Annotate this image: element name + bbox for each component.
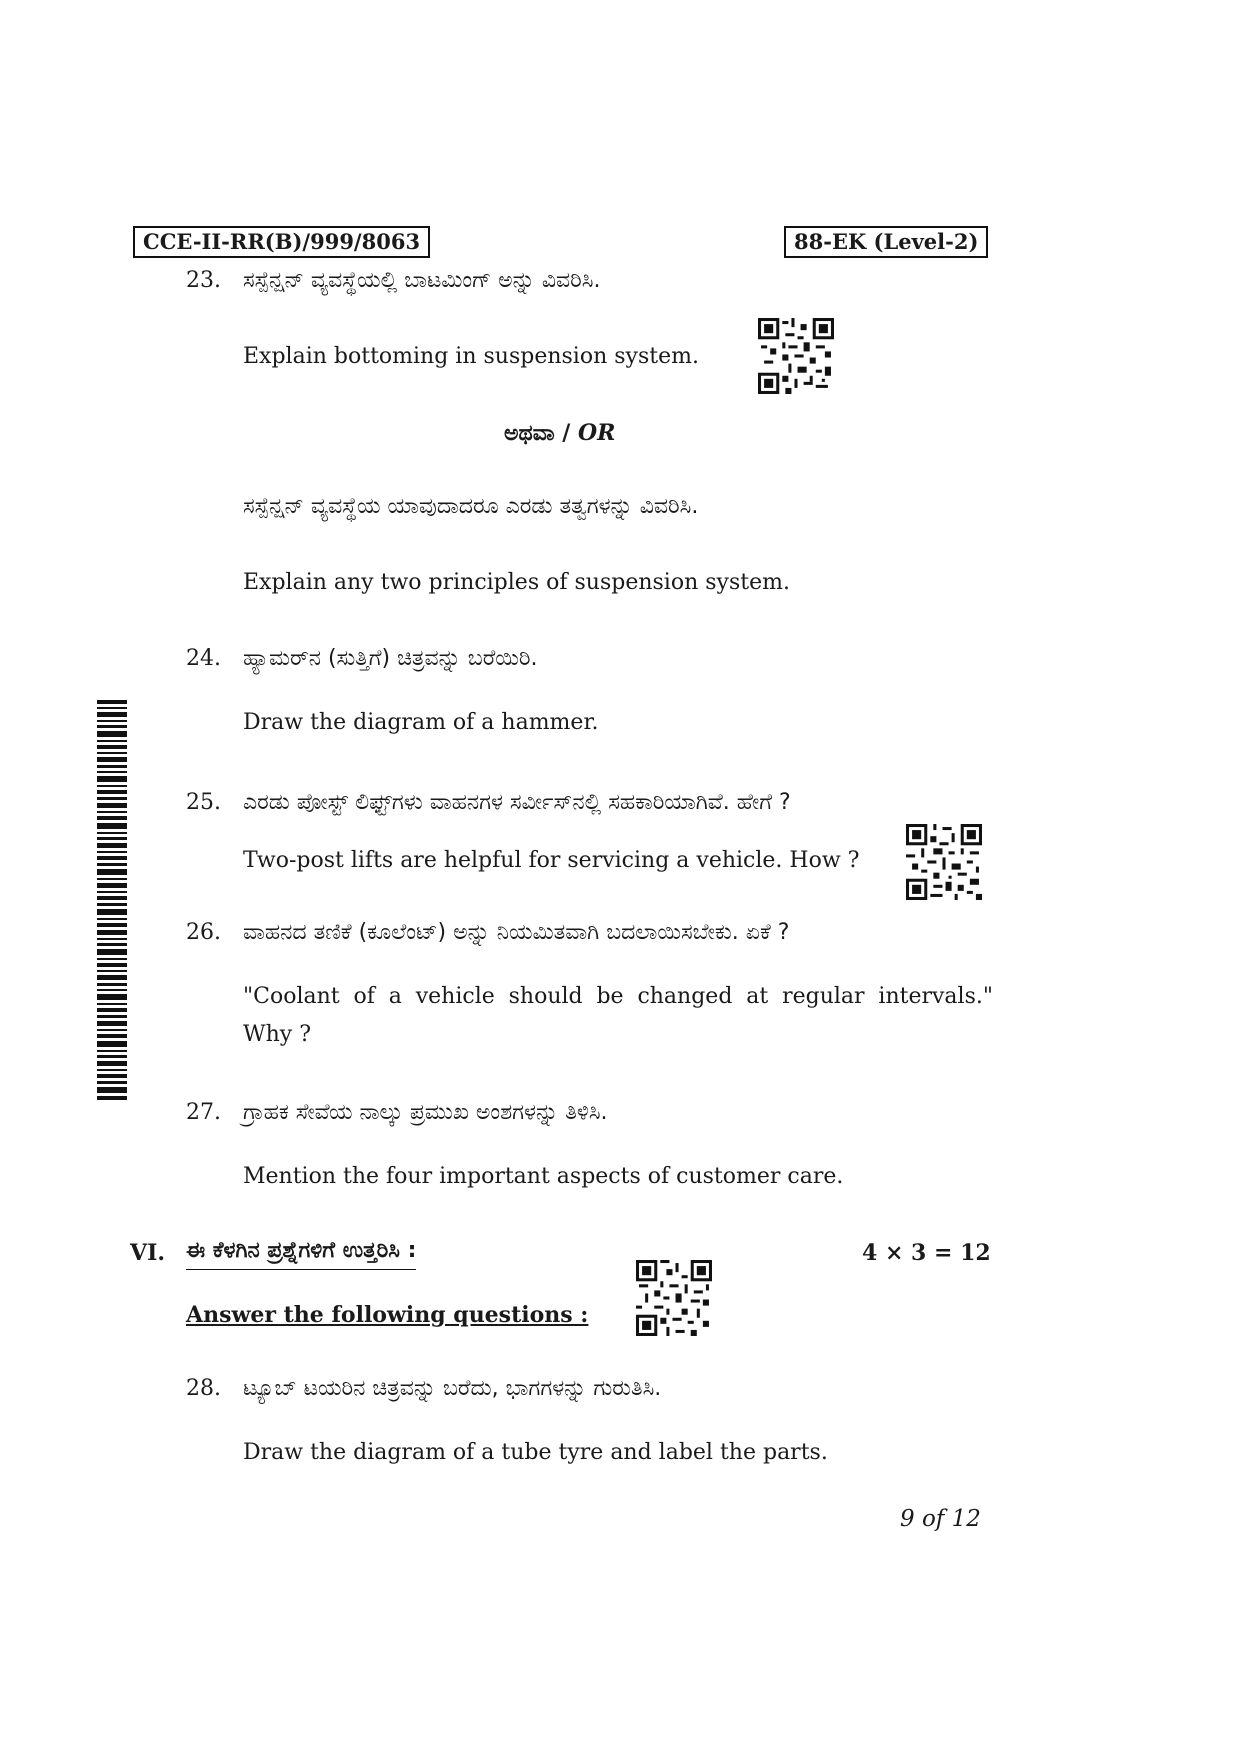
- page-number: [900, 1506, 981, 1532]
- question-number: 24.: [186, 646, 221, 671]
- question-kannada: ಎರಡು ಪೋಸ್ಟ್ ಲಿಫ್ಟ್‌ಗಳು ವಾಹನಗಳ ಸರ್ವೀಸ್‌ನಲ್ಲಿ ಸಹಕಾರಿಯಾಗಿವೆ. ಹೇಗೆ ?: [243, 790, 791, 815]
- question-number: 23.: [186, 268, 221, 293]
- question-number: 28.: [186, 1376, 221, 1401]
- or-kannada: ಅಥವಾ: [504, 421, 555, 446]
- question-kannada: ಗ್ರಾಹಕ ಸೇವೆಯ ನಾಲ್ಕು ಪ್ರಮುಖ ಅಂಶಗಳನ್ನು ತಿಳಿಸಿ.: [243, 1100, 608, 1125]
- question-kannada: ಸಸ್ಪೆನ್ಷನ್ ವ್ಯವಸ್ಥೆಯಲ್ಲಿ ಬಾಟಮಿಂಗ್ ಅನ್ನು ವಿವರಿಸಿ.: [243, 268, 601, 293]
- barcode-icon: [97, 700, 127, 1100]
- question-english-line2: Why ?: [243, 1022, 311, 1047]
- question-english: Explain bottoming in suspension system.: [243, 344, 699, 369]
- or-english: OR: [577, 420, 616, 446]
- question-kannada: ಹ್ಯಾಮರ್‌ನ (ಸುತ್ತಿಗೆ) ಚಿತ್ರವನ್ನು ಬರೆಯಿರಿ.: [243, 646, 538, 671]
- qr-code-icon: [636, 1260, 712, 1336]
- paper-code: CCE-II-RR(B)/999/8063: [133, 226, 430, 258]
- or-slash: /: [554, 420, 578, 446]
- or-question-english: Explain any two principles of suspension system.: [243, 570, 790, 595]
- question-english-line1: "Coolant of a vehicle should be changed at regular intervals.": [243, 984, 993, 1009]
- question-number: 26.: [186, 920, 221, 945]
- page-current: 9: [900, 1506, 915, 1532]
- question-english: Mention the four important aspects of customer care.: [243, 1164, 844, 1189]
- page-total: 12: [951, 1506, 981, 1532]
- section-number: VI.: [130, 1240, 166, 1266]
- question-number: 27.: [186, 1100, 221, 1125]
- question-number: 25.: [186, 790, 221, 815]
- question-kannada: ವಾಹನದ ತಣಿಕೆ (ಕೂಲೆಂಟ್) ಅನ್ನು ನಿಯಮಿತವಾಗಿ ಬದಲಾಯಿಸಬೇಕು. ಏಕೆ ?: [243, 920, 790, 945]
- qr-code-icon: [906, 824, 982, 900]
- subject-code: 88-EK (Level-2): [784, 226, 988, 258]
- or-question-kannada: ಸಸ್ಪೆನ್ಷನ್ ವ್ಯವಸ್ಥೆಯ ಯಾವುದಾದರೂ ಎರಡು ತತ್ವಗಳನ್ನು ವಿವರಿಸಿ.: [243, 494, 699, 519]
- section-title-english: Answer the following questions :: [186, 1302, 589, 1328]
- question-kannada: ಟ್ಯೂಬ್ ಟಯರಿನ ಚಿತ್ರವನ್ನು ಬರೆದು, ಭಾಗಗಳನ್ನು ಗುರುತಿಸಿ.: [243, 1376, 662, 1401]
- question-english: Draw the diagram of a tube tyre and label the parts.: [243, 1440, 828, 1465]
- question-english: Draw the diagram of a hammer.: [243, 710, 599, 735]
- section-title-kannada: ಈ ಕೆಳಗಿನ ಪ್ರಶ್ನೆಗಳಿಗೆ ಉತ್ತರಿಸಿ :: [186, 1238, 416, 1270]
- page-of: of: [921, 1506, 945, 1532]
- or-separator: [504, 420, 615, 446]
- section-marks: 4 × 3 = 12: [862, 1240, 991, 1266]
- question-english: Two-post lifts are helpful for servicing a vehicle. How ?: [243, 848, 860, 873]
- qr-code-icon: [758, 318, 834, 394]
